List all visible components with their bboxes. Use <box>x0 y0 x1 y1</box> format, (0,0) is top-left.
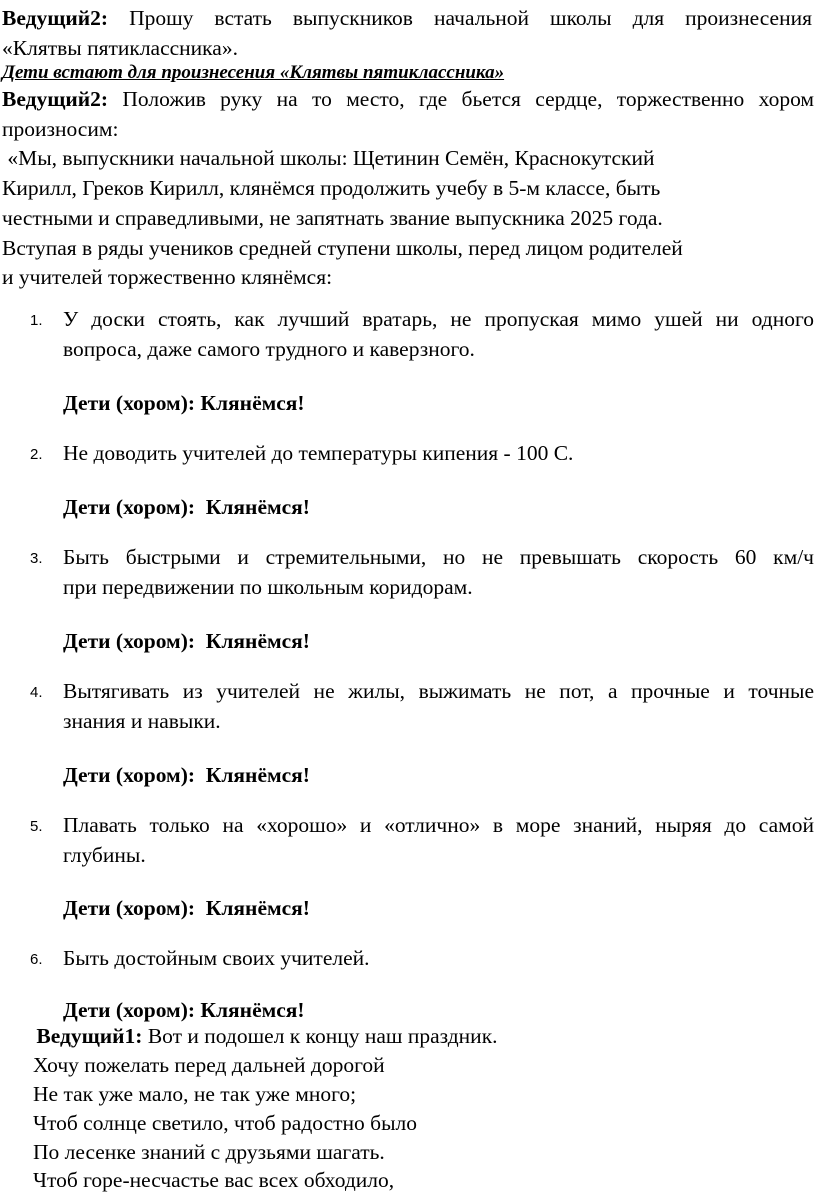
oath-intro-text: Положив руку на то место, где бьется сердце, торжественно хором <box>122 87 815 111</box>
list-number: 6. <box>30 951 43 968</box>
oath-item-line: знания и навыки. <box>63 709 221 733</box>
poem-line: По лесенке знаний с друзьями шагать. <box>33 1140 385 1164</box>
chorus-response: Дети (хором): Клянёмся! <box>63 896 310 920</box>
oath-item-line: Быть достойным своих учителей. <box>63 946 370 970</box>
poem-line: Чтоб горе-несчастье вас всех обходило, <box>33 1168 395 1192</box>
speaker-label: Ведущий1: <box>31 1024 143 1048</box>
oath-item-line: глубины. <box>63 843 146 867</box>
intro-line-2: «Клятвы пятиклассника». <box>2 36 238 60</box>
oath-paragraph-line: Вступая в ряды учеников средней ступени школы, перед лицом родителей <box>2 236 683 260</box>
oath-item-line: У доски стоять, как лучший вратарь, не пропуская мимо ушей ни одного <box>63 307 814 331</box>
oath-intro-line-1 <box>2 84 814 114</box>
intro-line-1 <box>2 3 812 33</box>
chorus-response: Дети (хором): Клянёмся! <box>63 495 310 519</box>
oath-paragraph-line: честными и справедливыми, не запятнать звание выпускника 2025 года. <box>2 206 663 230</box>
list-number: 4. <box>30 684 43 701</box>
oath-item-line: вопроса, даже самого трудного и каверзного. <box>63 337 475 361</box>
list-number: 5. <box>30 818 43 835</box>
list-number: 1. <box>30 312 43 329</box>
poem-line: Чтоб солнце светило, чтоб радостно было <box>33 1111 417 1135</box>
oath-paragraph-line: «Мы, выпускники начальной школы: Щетинин Семён, Краснокутский <box>2 146 655 170</box>
chorus-response: Дети (хором): Клянёмся! <box>63 763 310 787</box>
poem-line: Хочу пожелать перед дальней дорогой <box>33 1053 385 1077</box>
oath-item-line: Вытягивать из учителей не жилы, выжимать не пот, а прочные и точные <box>63 679 814 703</box>
chorus-response: Дети (хором): Клянёмся! <box>63 998 305 1022</box>
list-number: 3. <box>30 550 43 567</box>
chorus-response: Дети (хором): Клянёмся! <box>63 391 305 415</box>
speaker-label: Ведущий2: <box>2 87 109 111</box>
closing-line-1 <box>31 1021 498 1051</box>
intro-text: Прошу встать выпускников начальной школы для произнесения <box>129 6 812 30</box>
stage-direction: Дети встают для произнесения «Клятвы пятиклассника» <box>2 62 505 83</box>
chorus-response: Дети (хором): Клянёмся! <box>63 629 310 653</box>
oath-paragraph-line: Кирилл, Греков Кирилл, клянёмся продолжить учебу в 5-м классе, быть <box>2 176 661 200</box>
list-number: 2. <box>30 446 43 463</box>
oath-item-line: при передвижении по школьным коридорам. <box>63 575 473 599</box>
oath-item-line: Быть быстрыми и стремительными, но не превышать скорость 60 км/ч <box>63 545 814 569</box>
speaker-label: Ведущий2: <box>2 6 109 30</box>
oath-item-line: Плавать только на «хорошо» и «отлично» в море знаний, ныряя до самой <box>63 813 814 837</box>
oath-intro-line-2: произносим: <box>2 117 119 141</box>
oath-item-line: Не доводить учителей до температуры кипения - 100 С. <box>63 441 574 465</box>
poem-line: Не так уже мало, не так уже много; <box>33 1082 357 1106</box>
oath-paragraph-line: и учителей торжественно клянёмся: <box>2 265 333 289</box>
closing-text: Вот и подошел к концу наш праздник. <box>147 1024 498 1048</box>
